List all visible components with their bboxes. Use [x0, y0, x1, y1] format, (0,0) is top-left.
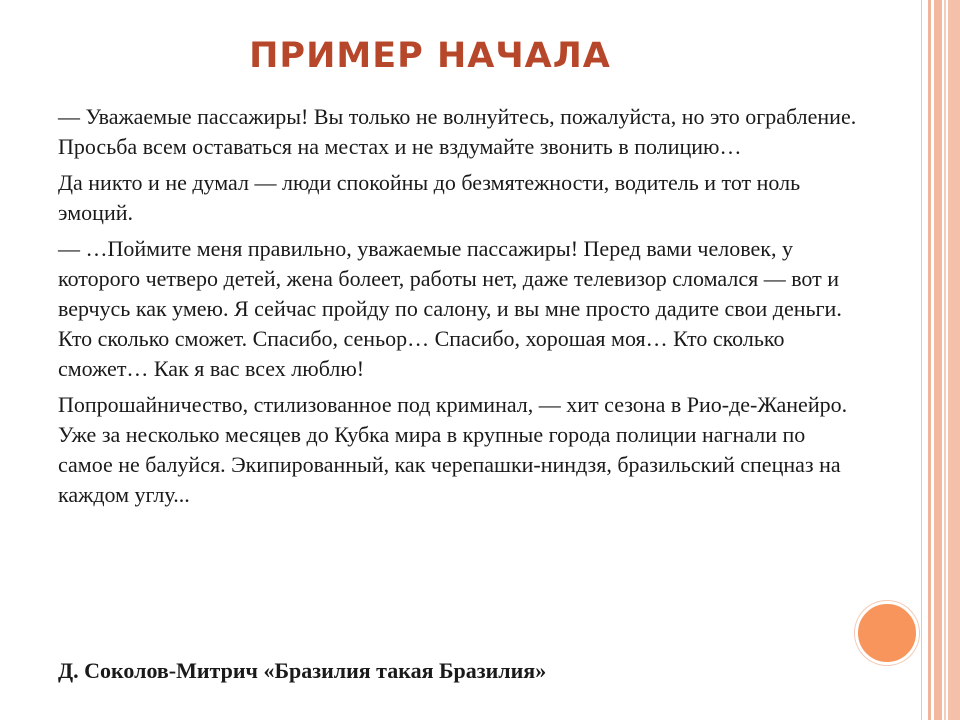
paragraph: Попрошайничество, стилизованное под криминал, — хит сезона в Рио-де-Жанейро. Уже за несколько месяцев до Кубка мира в крупные города полиции нагнали по самое не балуйся. Экипированный, как черепашки-ниндзя, бразильский спецназ на каждом углу...: [58, 392, 848, 507]
slide-title: ПРИМЕР НАЧАЛА: [249, 36, 611, 76]
paragraph: Да никто и не думал — люди спокойны до безмятежности, водитель и тот ноль эмоций.: [58, 170, 801, 225]
decorative-stripe: [928, 0, 931, 720]
decorative-stripe: [934, 0, 942, 720]
slide-body: [58, 102, 858, 516]
decorative-stripe: [948, 0, 960, 720]
paragraph: — …Поймите меня правильно, уважаемые пассажиры! Перед вами человек, у которого четверо детей, жена болеет, работы нет, даже телевизор сломался — вот и верчусь как умею. Я сейчас пройду по салону, и вы мне просто дадите свои деньги. Кто сколько сможет. Спасибо, сеньор… Спасибо, хорошая моя… Кто сколько сможет… Как я вас всех люблю!: [58, 236, 842, 381]
decorative-stripe: [944, 0, 946, 720]
decorative-circle: [855, 601, 919, 665]
paragraph: — Уважаемые пассажиры! Вы только не волнуйтесь, пожалуйста, но это ограбление. Просьба всем оставаться на местах и не вздумайте звонить в полицию…: [58, 104, 857, 159]
source-attribution: Д. Соколов-Митрич «Бразилия такая Бразилия»: [58, 658, 547, 683]
decorative-stripe: [921, 0, 922, 720]
